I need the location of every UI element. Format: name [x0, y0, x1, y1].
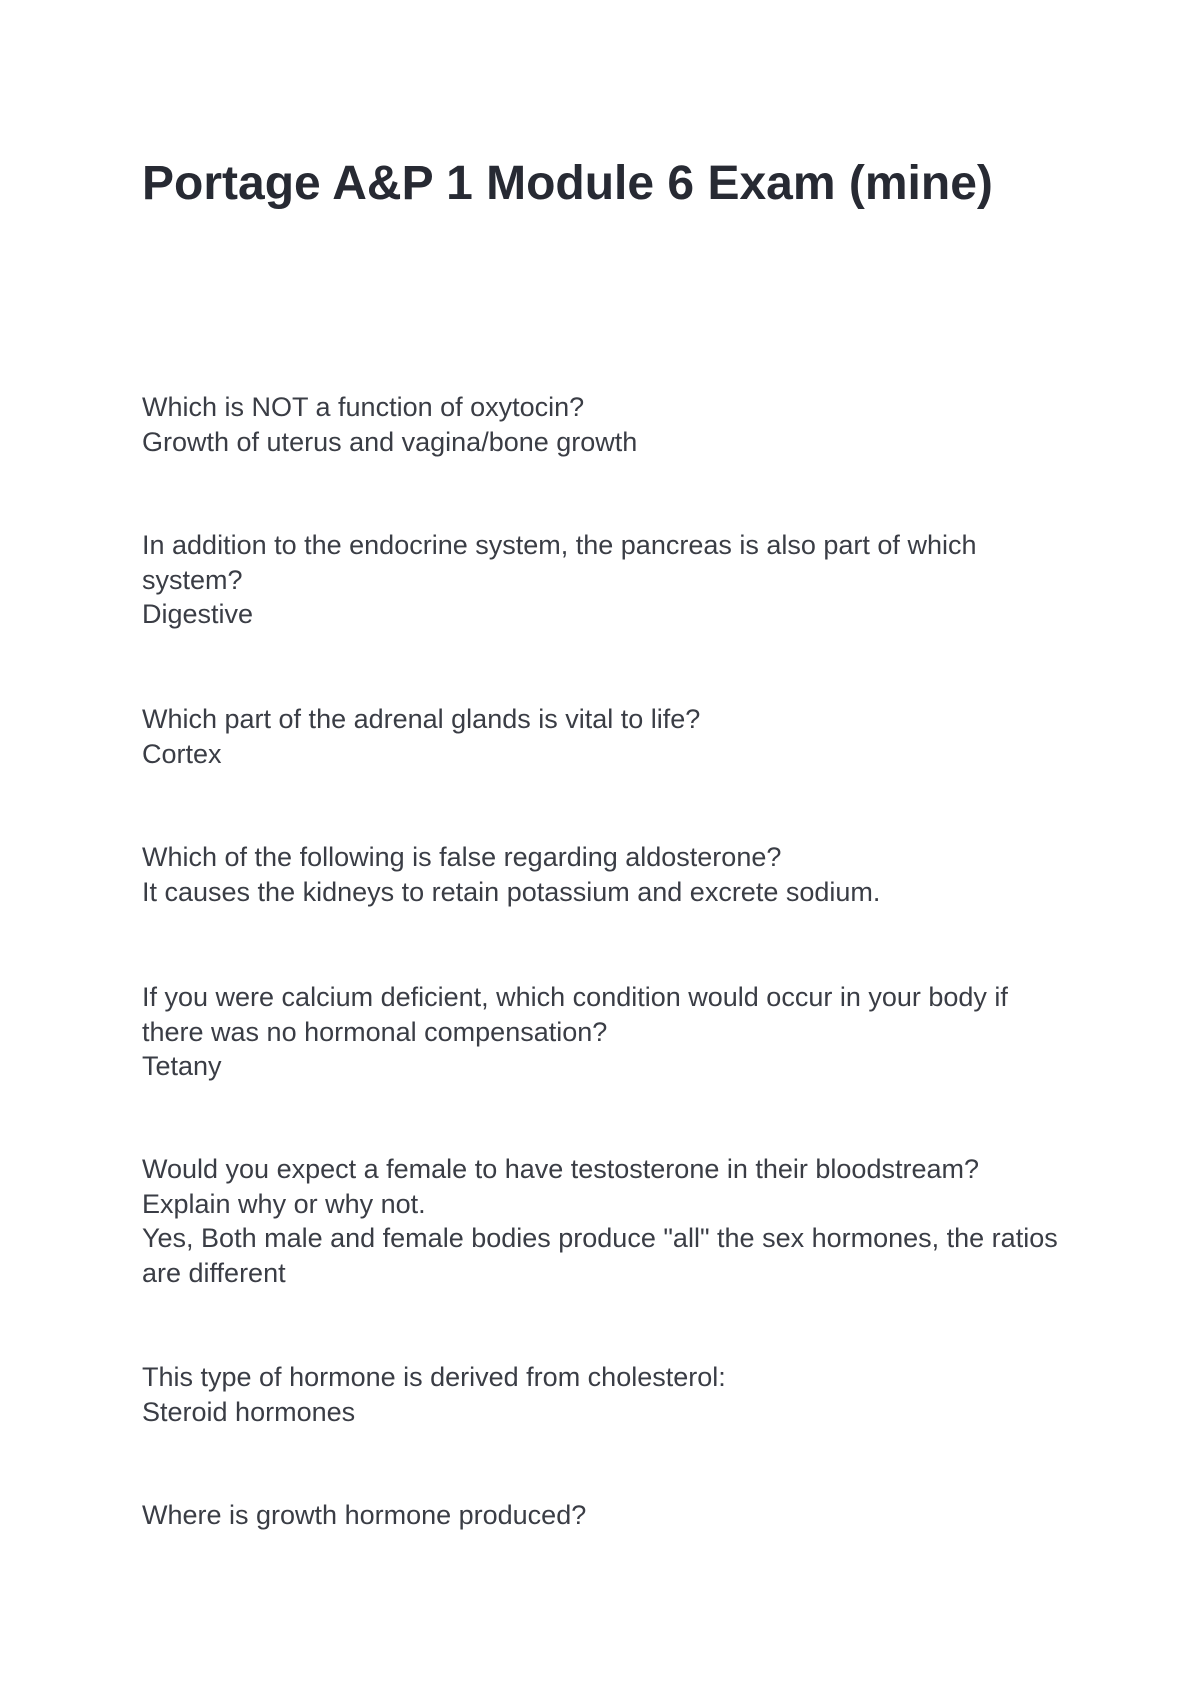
qa-item-3 [142, 702, 1062, 771]
qa-item-2 [142, 528, 1062, 632]
question-text: Which of the following is false regarding aldosterone? [142, 842, 782, 872]
answer-text: Steroid hormones [142, 1396, 356, 1427]
answer-text: Growth of uterus and vagina/bone growth [142, 426, 638, 457]
qa-item-1 [142, 390, 1062, 459]
qa-item-5 [142, 980, 1062, 1084]
answer-text: It causes the kidneys to retain potassium and excrete sodium. [142, 876, 881, 907]
question-text: Where is growth hormone produced? [142, 1500, 587, 1530]
answer-text: Tetany [142, 1051, 222, 1081]
answer-text: Cortex [142, 738, 222, 769]
qa-item-4 [142, 840, 1062, 909]
question-text: Which part of the adrenal glands is vital to life? [142, 704, 701, 734]
answer-text: Digestive [142, 599, 254, 629]
question-text: This type of hormone is derived from cholesterol: [142, 1362, 726, 1392]
question-text: In addition to the endocrine system, the pancreas is also part of which system? [142, 530, 977, 595]
qa-item-8 [142, 1498, 1062, 1533]
question-text: Which is NOT a function of oxytocin? [142, 392, 585, 422]
qa-item-7 [142, 1360, 1062, 1429]
qa-item-6 [142, 1152, 1062, 1290]
question-text: If you were calcium deficient, which condition would occur in your body if there was no hormonal compensation? [142, 982, 1008, 1047]
question-text: Would you expect a female to have testosterone in their bloodstream? Explain why or why not. [142, 1154, 979, 1219]
document-title: Portage A&P 1 Module 6 Exam (mine) [142, 157, 993, 210]
answer-text: Yes, Both male and female bodies produce "all" the sex hormones, the ratios are different [142, 1223, 1058, 1288]
